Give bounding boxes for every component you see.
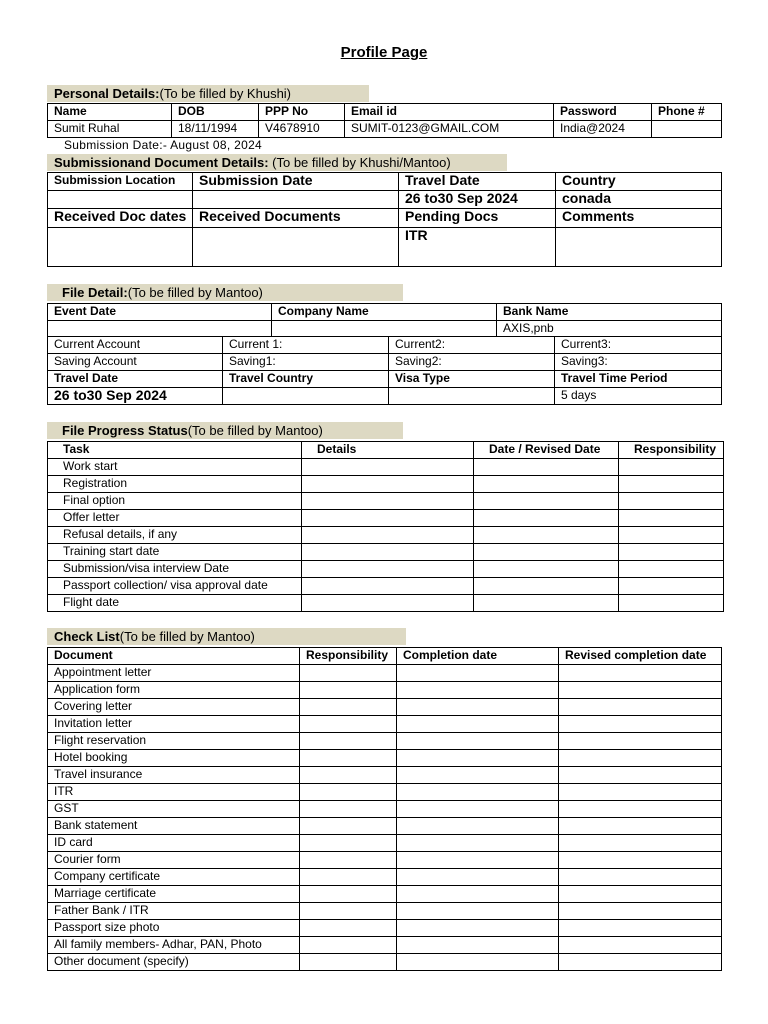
row-cell[interactable] <box>559 767 722 784</box>
row-label: ID card <box>48 835 300 852</box>
row-cell[interactable] <box>559 699 722 716</box>
file-detail-table-top <box>47 303 722 337</box>
header-travel-time-period: Travel Time Period <box>555 371 722 388</box>
row-cell[interactable] <box>474 595 619 612</box>
table-row <box>48 937 722 954</box>
header-dob: DOB <box>172 104 259 121</box>
row-label: Application form <box>48 682 300 699</box>
row-label: Passport collection/ visa approval date <box>48 578 302 595</box>
row-label: ITR <box>48 784 300 801</box>
row-cell[interactable] <box>302 561 474 578</box>
row-cell[interactable] <box>619 493 724 510</box>
row-cell[interactable] <box>474 493 619 510</box>
row-cell[interactable] <box>559 903 722 920</box>
header-bank-name: Bank Name <box>497 304 722 321</box>
header-name: Name <box>48 104 172 121</box>
table-row <box>48 733 722 750</box>
value-visa-type[interactable] <box>389 388 555 405</box>
row-cell[interactable] <box>302 595 474 612</box>
row-cell[interactable] <box>559 716 722 733</box>
row-cell[interactable] <box>474 459 619 476</box>
table-row <box>48 527 724 544</box>
value-comments[interactable] <box>556 228 722 267</box>
row-label: Work start <box>48 459 302 476</box>
row-cell[interactable] <box>397 733 559 750</box>
row-label: Registration <box>48 476 302 493</box>
submission-details-table <box>47 172 722 267</box>
table-row <box>48 835 722 852</box>
submission-value-row-2 <box>48 228 722 267</box>
header-submission-location: Submission Location <box>48 173 193 191</box>
table-row <box>48 801 722 818</box>
checklist-header-row <box>48 648 722 665</box>
header-password: Password <box>554 104 652 121</box>
row-label: Refusal details, if any <box>48 527 302 544</box>
row-cell[interactable] <box>474 544 619 561</box>
value-received-doc-dates[interactable] <box>48 228 193 267</box>
table-row <box>48 595 724 612</box>
row-cell[interactable] <box>300 767 397 784</box>
progress-table <box>47 441 724 612</box>
submission-header-row-1 <box>48 173 722 191</box>
value-travel-time-period[interactable]: 5 days <box>555 388 722 405</box>
submission-header-row-2 <box>48 209 722 228</box>
file-detail-heading-label: File Detail: <box>62 285 128 300</box>
value-bank-name[interactable]: AXIS,pnb <box>497 321 722 337</box>
header-details: Details <box>302 442 474 459</box>
personal-heading-label: Personal Details: <box>54 86 160 101</box>
row-cell[interactable] <box>397 750 559 767</box>
row-cell[interactable] <box>619 476 724 493</box>
row-cell[interactable] <box>559 937 722 954</box>
header-ppp-no: PPP No <box>259 104 345 121</box>
current-account-label: Current Account <box>48 337 223 354</box>
row-cell[interactable] <box>474 527 619 544</box>
saving-account-row <box>48 354 722 371</box>
file-value-row <box>48 321 722 337</box>
row-cell[interactable] <box>300 665 397 682</box>
row-cell[interactable] <box>474 578 619 595</box>
file-header-row <box>48 304 722 321</box>
row-cell[interactable] <box>559 818 722 835</box>
value-travel-country[interactable] <box>223 388 389 405</box>
row-label: Covering letter <box>48 699 300 716</box>
header-document: Document <box>48 648 300 665</box>
row-cell[interactable] <box>397 903 559 920</box>
row-cell[interactable] <box>559 954 722 971</box>
row-cell[interactable] <box>302 510 474 527</box>
row-cell[interactable] <box>397 835 559 852</box>
table-row <box>48 493 724 510</box>
checklist-table <box>47 647 722 971</box>
row-cell[interactable] <box>559 920 722 937</box>
progress-header-row <box>48 442 724 459</box>
row-cell[interactable] <box>559 869 722 886</box>
row-cell[interactable] <box>397 869 559 886</box>
saving-account-label: Saving Account <box>48 354 223 371</box>
table-row <box>48 954 722 971</box>
table-row <box>48 818 722 835</box>
submission-heading-note: (To be filled by Khushi/Mantoo) <box>268 155 451 170</box>
submission-heading-label: Submissionand Document Details: <box>54 155 269 170</box>
value-event-date[interactable] <box>48 321 272 337</box>
table-row <box>48 476 724 493</box>
row-cell[interactable] <box>397 801 559 818</box>
table-row <box>48 561 724 578</box>
personal-heading-note: (To be filled by Khushi) <box>159 86 292 101</box>
row-cell[interactable] <box>397 818 559 835</box>
row-label: Flight date <box>48 595 302 612</box>
row-cell[interactable] <box>302 578 474 595</box>
checklist-heading <box>47 628 406 645</box>
value-password[interactable]: India@2024 <box>554 121 652 138</box>
row-cell[interactable] <box>559 733 722 750</box>
value-company-name[interactable] <box>272 321 497 337</box>
row-cell[interactable] <box>300 852 397 869</box>
row-cell[interactable] <box>559 682 722 699</box>
row-cell[interactable] <box>300 801 397 818</box>
row-cell[interactable] <box>397 784 559 801</box>
row-cell[interactable] <box>300 733 397 750</box>
row-label: Submission/visa interview Date <box>48 561 302 578</box>
header-pending-docs: Pending Docs <box>399 209 556 228</box>
row-cell[interactable] <box>474 510 619 527</box>
row-cell[interactable] <box>619 527 724 544</box>
current-2-field[interactable]: Current2: <box>389 337 555 354</box>
row-cell[interactable] <box>302 476 474 493</box>
header-travel-date: Travel Date <box>399 173 556 191</box>
file-detail-heading <box>47 284 403 301</box>
row-cell[interactable] <box>300 920 397 937</box>
header-phone: Phone # <box>652 104 722 121</box>
submission-date-note: Submission Date:- August 08, 2024 <box>64 138 263 152</box>
header-visa-type: Visa Type <box>389 371 555 388</box>
table-row <box>48 784 722 801</box>
value-name[interactable]: Sumit Ruhal <box>48 121 172 138</box>
table-row <box>48 665 722 682</box>
value-submission-date[interactable] <box>193 191 399 209</box>
table-row <box>48 869 722 886</box>
submission-details-heading <box>47 154 507 171</box>
row-cell[interactable] <box>300 835 397 852</box>
table-row <box>48 852 722 869</box>
row-label: Hotel booking <box>48 750 300 767</box>
value-email[interactable]: SUMIT-0123@GMAIL.COM <box>345 121 554 138</box>
row-cell[interactable] <box>302 544 474 561</box>
travel-header-row <box>48 371 722 388</box>
header-travel-country: Travel Country <box>223 371 389 388</box>
row-label: Travel insurance <box>48 767 300 784</box>
travel-value-row <box>48 388 722 405</box>
table-row <box>48 578 724 595</box>
personal-details-heading <box>47 85 369 102</box>
row-label: Appointment letter <box>48 665 300 682</box>
value-dob[interactable]: 18/11/1994 <box>172 121 259 138</box>
row-label: Bank statement <box>48 818 300 835</box>
row-cell[interactable] <box>300 784 397 801</box>
row-cell[interactable] <box>397 937 559 954</box>
row-cell[interactable] <box>397 682 559 699</box>
row-label: Marriage certificate <box>48 886 300 903</box>
row-cell[interactable] <box>302 493 474 510</box>
row-cell[interactable] <box>397 920 559 937</box>
header-date-revised: Date / Revised Date <box>474 442 619 459</box>
row-label: GST <box>48 801 300 818</box>
header-responsibility: Responsibility <box>619 442 724 459</box>
row-label: Courier form <box>48 852 300 869</box>
row-cell[interactable] <box>397 954 559 971</box>
value-travel-date[interactable]: 26 to30 Sep 2024 <box>399 191 556 209</box>
table-row <box>48 920 722 937</box>
table-row <box>48 682 722 699</box>
value-phone[interactable] <box>652 121 722 138</box>
row-cell[interactable] <box>619 544 724 561</box>
checklist-heading-label: Check List <box>54 629 120 644</box>
header-event-date: Event Date <box>48 304 272 321</box>
row-cell[interactable] <box>300 869 397 886</box>
value-submission-location[interactable] <box>48 191 193 209</box>
row-cell[interactable] <box>559 852 722 869</box>
personal-header-row <box>48 104 722 121</box>
header-travel-date-file: Travel Date <box>48 371 223 388</box>
row-label: Other document (specify) <box>48 954 300 971</box>
row-label: Final option <box>48 493 302 510</box>
row-cell[interactable] <box>300 716 397 733</box>
value-country[interactable]: conada <box>556 191 722 209</box>
row-cell[interactable] <box>559 835 722 852</box>
row-cell[interactable] <box>300 682 397 699</box>
page-title: Profile Page <box>340 44 428 61</box>
row-cell[interactable] <box>300 750 397 767</box>
row-label: Company certificate <box>48 869 300 886</box>
personal-details-table <box>47 103 722 138</box>
row-label: Training start date <box>48 544 302 561</box>
saving-2-field[interactable]: Saving2: <box>389 354 555 371</box>
progress-heading-label: File Progress Status <box>62 423 188 438</box>
table-row <box>48 459 724 476</box>
row-label: Invitation letter <box>48 716 300 733</box>
row-cell[interactable] <box>474 561 619 578</box>
header-received-doc-dates: Received Doc dates <box>48 209 193 228</box>
value-ppp-no[interactable]: V4678910 <box>259 121 345 138</box>
row-cell[interactable] <box>619 561 724 578</box>
table-row <box>48 767 722 784</box>
file-detail-table-accounts <box>47 336 722 405</box>
row-cell[interactable] <box>559 801 722 818</box>
header-email: Email id <box>345 104 554 121</box>
table-row <box>48 716 722 733</box>
row-cell[interactable] <box>397 665 559 682</box>
header-check-responsibility: Responsibility <box>300 648 397 665</box>
saving-1-field[interactable]: Saving1: <box>223 354 389 371</box>
header-country: Country <box>556 173 722 191</box>
row-cell[interactable] <box>559 784 722 801</box>
checklist-heading-note: (To be filled by Mantoo) <box>119 629 255 644</box>
header-completion-date: Completion date <box>397 648 559 665</box>
row-label: Flight reservation <box>48 733 300 750</box>
row-cell[interactable] <box>397 886 559 903</box>
current-account-row <box>48 337 722 354</box>
row-cell[interactable] <box>300 818 397 835</box>
row-label: All family members- Adhar, PAN, Photo <box>48 937 300 954</box>
row-label: Offer letter <box>48 510 302 527</box>
table-row <box>48 510 724 527</box>
header-company-name: Company Name <box>272 304 497 321</box>
row-cell[interactable] <box>559 665 722 682</box>
row-cell[interactable] <box>300 903 397 920</box>
personal-value-row <box>48 121 722 138</box>
file-detail-heading-note: (To be filled by Mantoo) <box>127 285 263 300</box>
table-row <box>48 903 722 920</box>
header-comments: Comments <box>556 209 722 228</box>
row-cell[interactable] <box>302 527 474 544</box>
row-cell[interactable] <box>397 852 559 869</box>
row-label: Passport size photo <box>48 920 300 937</box>
row-cell[interactable] <box>559 750 722 767</box>
row-label: Father Bank / ITR <box>48 903 300 920</box>
row-cell[interactable] <box>619 510 724 527</box>
row-cell[interactable] <box>302 459 474 476</box>
table-row <box>48 886 722 903</box>
row-cell[interactable] <box>300 937 397 954</box>
row-cell[interactable] <box>300 699 397 716</box>
table-row <box>48 750 722 767</box>
row-cell[interactable] <box>397 767 559 784</box>
header-task: Task <box>48 442 302 459</box>
row-cell[interactable] <box>619 459 724 476</box>
saving-3-field[interactable]: Saving3: <box>555 354 722 371</box>
current-1-field[interactable]: Current 1: <box>223 337 389 354</box>
progress-heading <box>47 422 403 439</box>
row-cell[interactable] <box>300 954 397 971</box>
row-cell[interactable] <box>559 886 722 903</box>
value-pending-docs[interactable]: ITR <box>399 228 556 267</box>
value-travel-date-file[interactable]: 26 to30 Sep 2024 <box>48 388 223 405</box>
header-received-documents: Received Documents <box>193 209 399 228</box>
header-revised-completion-date: Revised completion date <box>559 648 722 665</box>
progress-heading-note: (To be filled by Mantoo) <box>187 423 323 438</box>
submission-value-row-1 <box>48 191 722 209</box>
current-3-field[interactable]: Current3: <box>555 337 722 354</box>
row-cell[interactable] <box>397 699 559 716</box>
header-submission-date: Submission Date <box>193 173 399 191</box>
row-cell[interactable] <box>474 476 619 493</box>
row-cell[interactable] <box>397 716 559 733</box>
row-cell[interactable] <box>619 595 724 612</box>
table-row <box>48 699 722 716</box>
value-received-documents[interactable] <box>193 228 399 267</box>
row-cell[interactable] <box>300 886 397 903</box>
table-row <box>48 544 724 561</box>
row-cell[interactable] <box>619 578 724 595</box>
